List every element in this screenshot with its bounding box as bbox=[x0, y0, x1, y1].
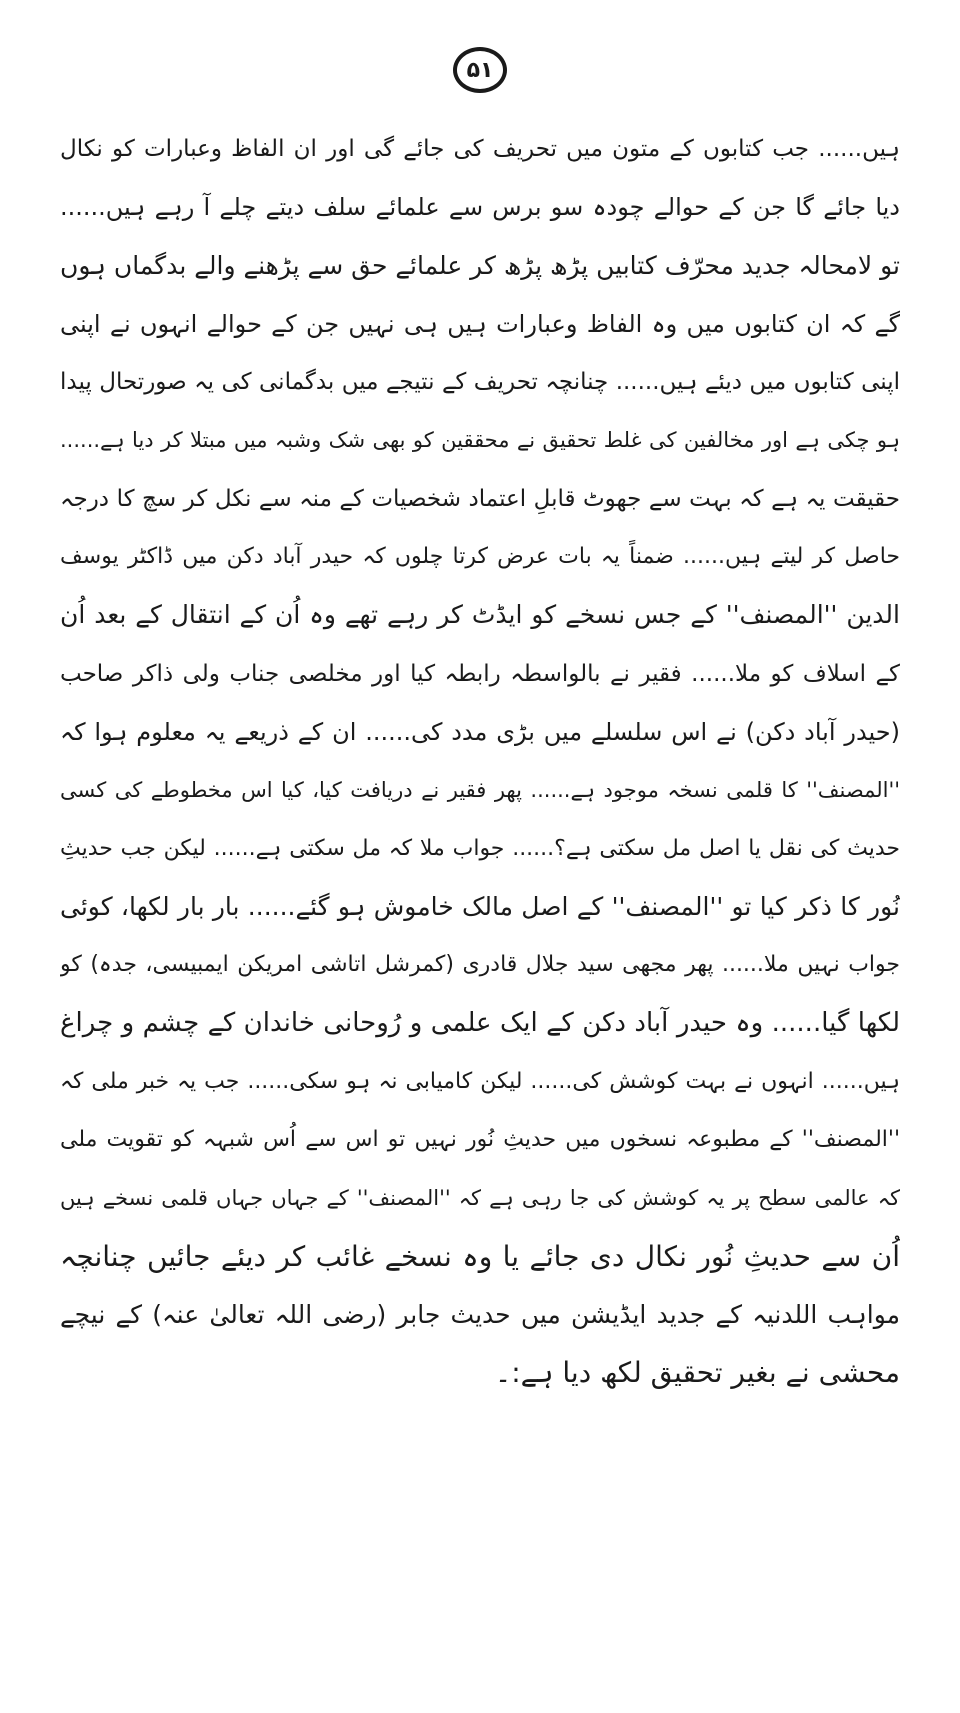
text-line: ''المصنف'' کا قلمی نسخہ موجود ہے...... پھر فقیر نے دریافت کیا، کیا اس مخطوطے کی کسی bbox=[60, 778, 900, 803]
text-line: کہ عالمی سطح پر یہ کوشش کی جا رہی ہے کہ ''المصنف'' کے جہاں جہاں قلمی نسخے ہیں bbox=[60, 1186, 900, 1211]
text-line: محشی نے بغیر تحقیق لکھ دیا ہے:۔ bbox=[494, 1356, 900, 1390]
text-line: جواب نہیں ملا...... پھر مجھی سید جلال قادری (کمرشل اتاشی امریکن ایمبیسی، جدہ) کو bbox=[60, 952, 900, 978]
text-line: ہو چکی ہے اور مخالفین کی غلط تحقیق نے محققین کو بھی شک وشبہ میں مبتلا کر دیا ہے...... bbox=[60, 428, 900, 453]
text-line: نُور کا ذکر کیا تو ''المصنف'' کے اصل مالک خاموش ہو گئے...... بار بار لکھا، کوئی bbox=[60, 891, 900, 921]
text-line: اپنی کتابوں میں دیئے ہیں...... چنانچہ تحریف کے نتیجے میں بدگمانی کی یہ صورتحال پیدا bbox=[60, 369, 900, 396]
text-line: اُن سے حدیثِ نُور نکال دی جائے یا وہ نسخے غائب کر دیئے جائیں چنانچہ bbox=[60, 1239, 900, 1273]
text-line: کے اسلاف کو ملا...... فقیر نے بالواسطہ رابطہ کیا اور مخلصی جناب ولی ذاکر صاحب bbox=[60, 660, 900, 687]
text-line: حدیث کی نقل یا اصل مل سکتی ہے؟...... جواب ملا کہ مل سکتی ہے...... لیکن جب حدیثِ bbox=[60, 835, 900, 861]
text-line: ہیں...... انہوں نے بہت کوشش کی...... لیکن کامیابی نہ ہو سکی...... جب یہ خبر ملی کہ bbox=[60, 1068, 900, 1094]
text-line: الدین ''المصنف'' کے جس نسخے کو ایڈٹ کر رہے تھے وہ اُن کے انتقال کے بعد اُن bbox=[60, 600, 900, 630]
text-line: مواہب اللدنیہ کے جدید ایڈیشن میں حدیث جابر (رضی اللہ تعالیٰ عنہ) کے نیچے bbox=[60, 1299, 900, 1329]
text-line: ''المصنف'' کے مطبوعہ نسخوں میں حدیثِ نُور نہیں تو اس سے اُس شبہہ کو تقویت ملی bbox=[60, 1127, 900, 1153]
text-line: (حیدر آباد دکن) نے اس سلسلے میں بڑی مدد کی...... ان کے ذریعے یہ معلوم ہوا کہ bbox=[60, 717, 900, 746]
text-line: ہیں...... جب کتابوں کے متون میں تحریف کی جائے گی اور ان الفاظ وعبارات کو نکال bbox=[60, 136, 900, 162]
text-line: تو لامحالہ جدید محرّف کتابیں پڑھ پڑھ کر علمائے حق سے پڑھنے والے بدگماں ہوں bbox=[60, 250, 900, 280]
page-number: ۵۱ bbox=[453, 47, 507, 93]
text-line: لکھا گیا...... وہ حیدر آباد دکن کے ایک علمی و رُوحانی خاندان کے چشم و چراغ bbox=[60, 1008, 900, 1039]
page-header bbox=[60, 30, 900, 110]
text-line: دیا جائے گا جن کے حوالے چودہ سو برس سے علمائے سلف دیتے چلے آ رہے ہیں...... bbox=[60, 193, 900, 222]
text-line: گے کہ ان کتابوں میں وہ الفاظ وعبارات ہیں ہی نہیں جن کے حوالے انہوں نے اپنی bbox=[60, 309, 900, 338]
text-line: حاصل کر لیتے ہیں...... ضمناً یہ بات عرض کرتا چلوں کہ حیدر آباد دکن میں ڈاکٹر یوسف bbox=[60, 544, 900, 570]
text-line: حقیقت یہ ہے کہ بہت سے جھوٹ قابلِ اعتماد شخصیات کے منہ سے نکل کر سچ کا درجہ bbox=[60, 485, 900, 512]
body-text bbox=[60, 120, 900, 1403]
